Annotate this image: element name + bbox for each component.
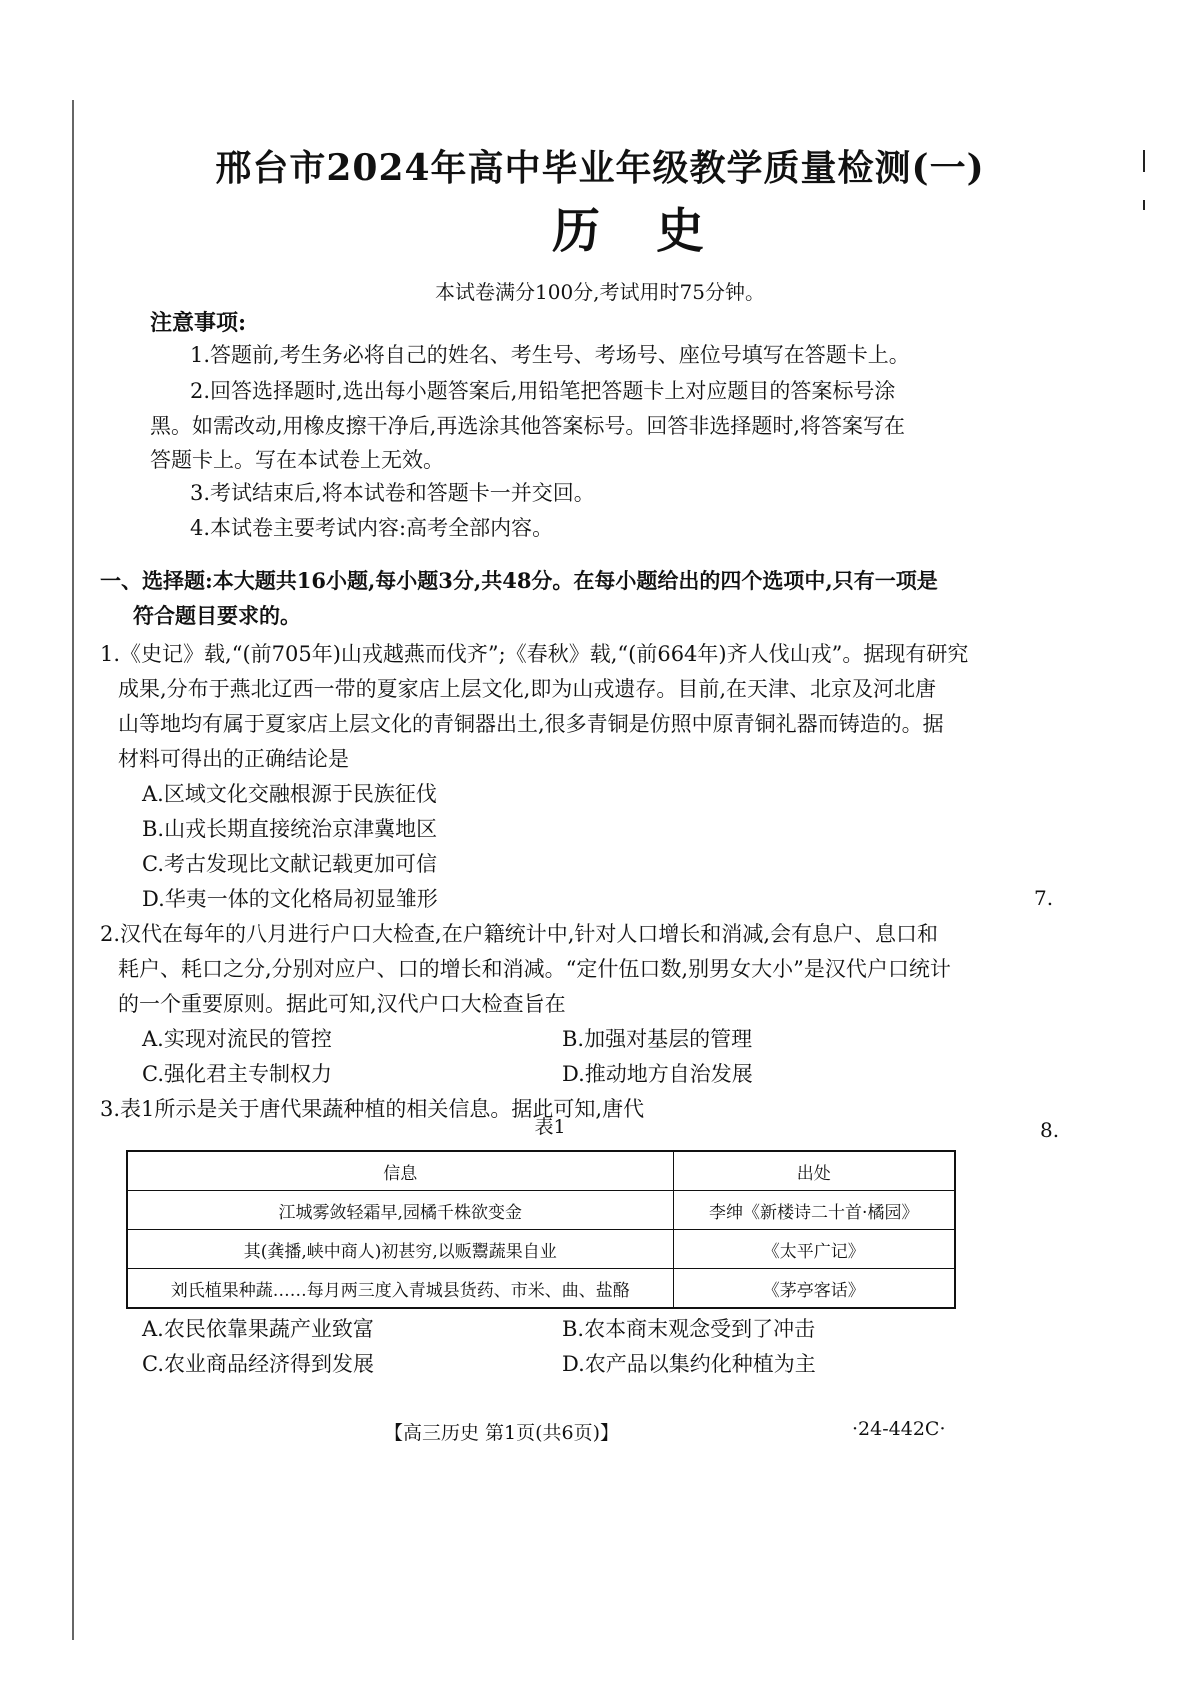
scan-margin-line [72, 100, 74, 1640]
table-cell: 江城雾敛轻霜早,园橘千株欲变金 [127, 1191, 673, 1230]
table-row [127, 1269, 955, 1309]
question-stem: 的一个重要原则。据此可知,汉代户口大检查旨在 [118, 992, 566, 1016]
table-cell: 《茅亭客话》 [673, 1269, 955, 1309]
table-cell: 李绅《新楼诗二十首·橘园》 [673, 1191, 955, 1230]
note-line: 3.考试结束后,将本试卷和答题卡一并交回。 [190, 481, 595, 505]
question-stem: 成果,分布于燕北辽西一带的夏家店上层文化,即为山戎遗存。目前,在天津、北京及河北唐 [118, 677, 937, 701]
section-heading: 一、选择题:本大题共16小题,每小题3分,共48分。在每小题给出的四个选项中,只有一项是 [100, 568, 938, 593]
table-header-cell: 出处 [673, 1151, 955, 1191]
option: D.农产品以集约化种植为主 [562, 1352, 816, 1376]
table-row [127, 1191, 955, 1230]
table-cell: 《太平广记》 [673, 1230, 955, 1269]
option: A.农民依靠果蔬产业致富 [142, 1317, 374, 1341]
margin-question-number: 7. [1034, 886, 1054, 910]
question-stem: 2.汉代在每年的八月进行户口大检查,在户籍统计中,针对人口增长和消减,会有息户、息口和 [100, 922, 939, 946]
table-row [127, 1230, 955, 1269]
option: B.山戎长期直接统治京津冀地区 [142, 817, 438, 841]
option: B.农本商末观念受到了冲击 [562, 1317, 816, 1341]
table-cell: 刘氏植果种蔬……每月两三度入青城县货药、市米、曲、盐酪 [127, 1269, 673, 1309]
note-line: 2.回答选择题时,选出每小题答案后,用铅笔把答题卡上对应题目的答案标号涂 [190, 379, 896, 403]
option: D.华夷一体的文化格局初显雏形 [142, 887, 438, 911]
exam-meta: 本试卷满分100分,考试用时75分钟。 [435, 280, 765, 304]
subject-title: 历史 [551, 203, 760, 259]
question-stem: 1.《史记》载,“(前705年)山戎越燕而伐齐”;《春秋》载,“(前664年)齐人伐山戎”。据现有研究 [100, 642, 969, 666]
note-line: 4.本试卷主要考试内容:高考全部内容。 [190, 516, 554, 540]
note-line: 1.答题前,考生务必将自己的姓名、考生号、考场号、座位号填写在答题卡上。 [190, 343, 910, 367]
note-line: 黑。如需改动,用橡皮擦干净后,再选涂其他答案标号。回答非选择题时,将答案写在 [150, 414, 906, 438]
table-cell: 其(龚播,峡中商人)初甚穷,以贩鬻蔬果自业 [127, 1230, 673, 1269]
option: C.农业商品经济得到发展 [142, 1352, 374, 1376]
table-header-cell: 信息 [127, 1151, 673, 1191]
notes-heading: 注意事项: [150, 310, 247, 336]
exam-code: ·24-442C· [852, 1418, 946, 1440]
question-stem: 耗户、耗口之分,分别对应户、口的增长和消减。“定什伍口数,别男女大小”是汉代户口统计 [118, 957, 951, 981]
option: D.推动地方自治发展 [562, 1062, 753, 1086]
table-caption: 表1 [534, 1116, 566, 1138]
question-stem: 3.表1所示是关于唐代果蔬种植的相关信息。据此可知,唐代 [100, 1097, 645, 1121]
question-stem: 山等地均有属于夏家店上层文化的青铜器出土,很多青铜是仿照中原青铜礼器而铸造的。据 [118, 712, 944, 736]
question-stem: 材料可得出的正确结论是 [118, 747, 349, 771]
info-table [126, 1150, 956, 1309]
page-footer: 【高三历史 第1页(共6页)】 [384, 1422, 620, 1444]
option: C.强化君主专制权力 [142, 1062, 332, 1086]
section-heading: 符合题目要求的。 [133, 603, 301, 628]
table-header-row [127, 1151, 955, 1191]
option: A.区域文化交融根源于民族征伐 [142, 782, 437, 806]
margin-question-number: 8. [1040, 1118, 1060, 1142]
option: A.实现对流民的管控 [142, 1027, 332, 1051]
exam-title: 邢台市2024年高中毕业年级教学质量检测(一) [215, 147, 985, 189]
option: B.加强对基层的管理 [562, 1027, 753, 1051]
note-line: 答题卡上。写在本试卷上无效。 [150, 448, 444, 472]
option: C.考古发现比文献记载更加可信 [142, 852, 437, 876]
